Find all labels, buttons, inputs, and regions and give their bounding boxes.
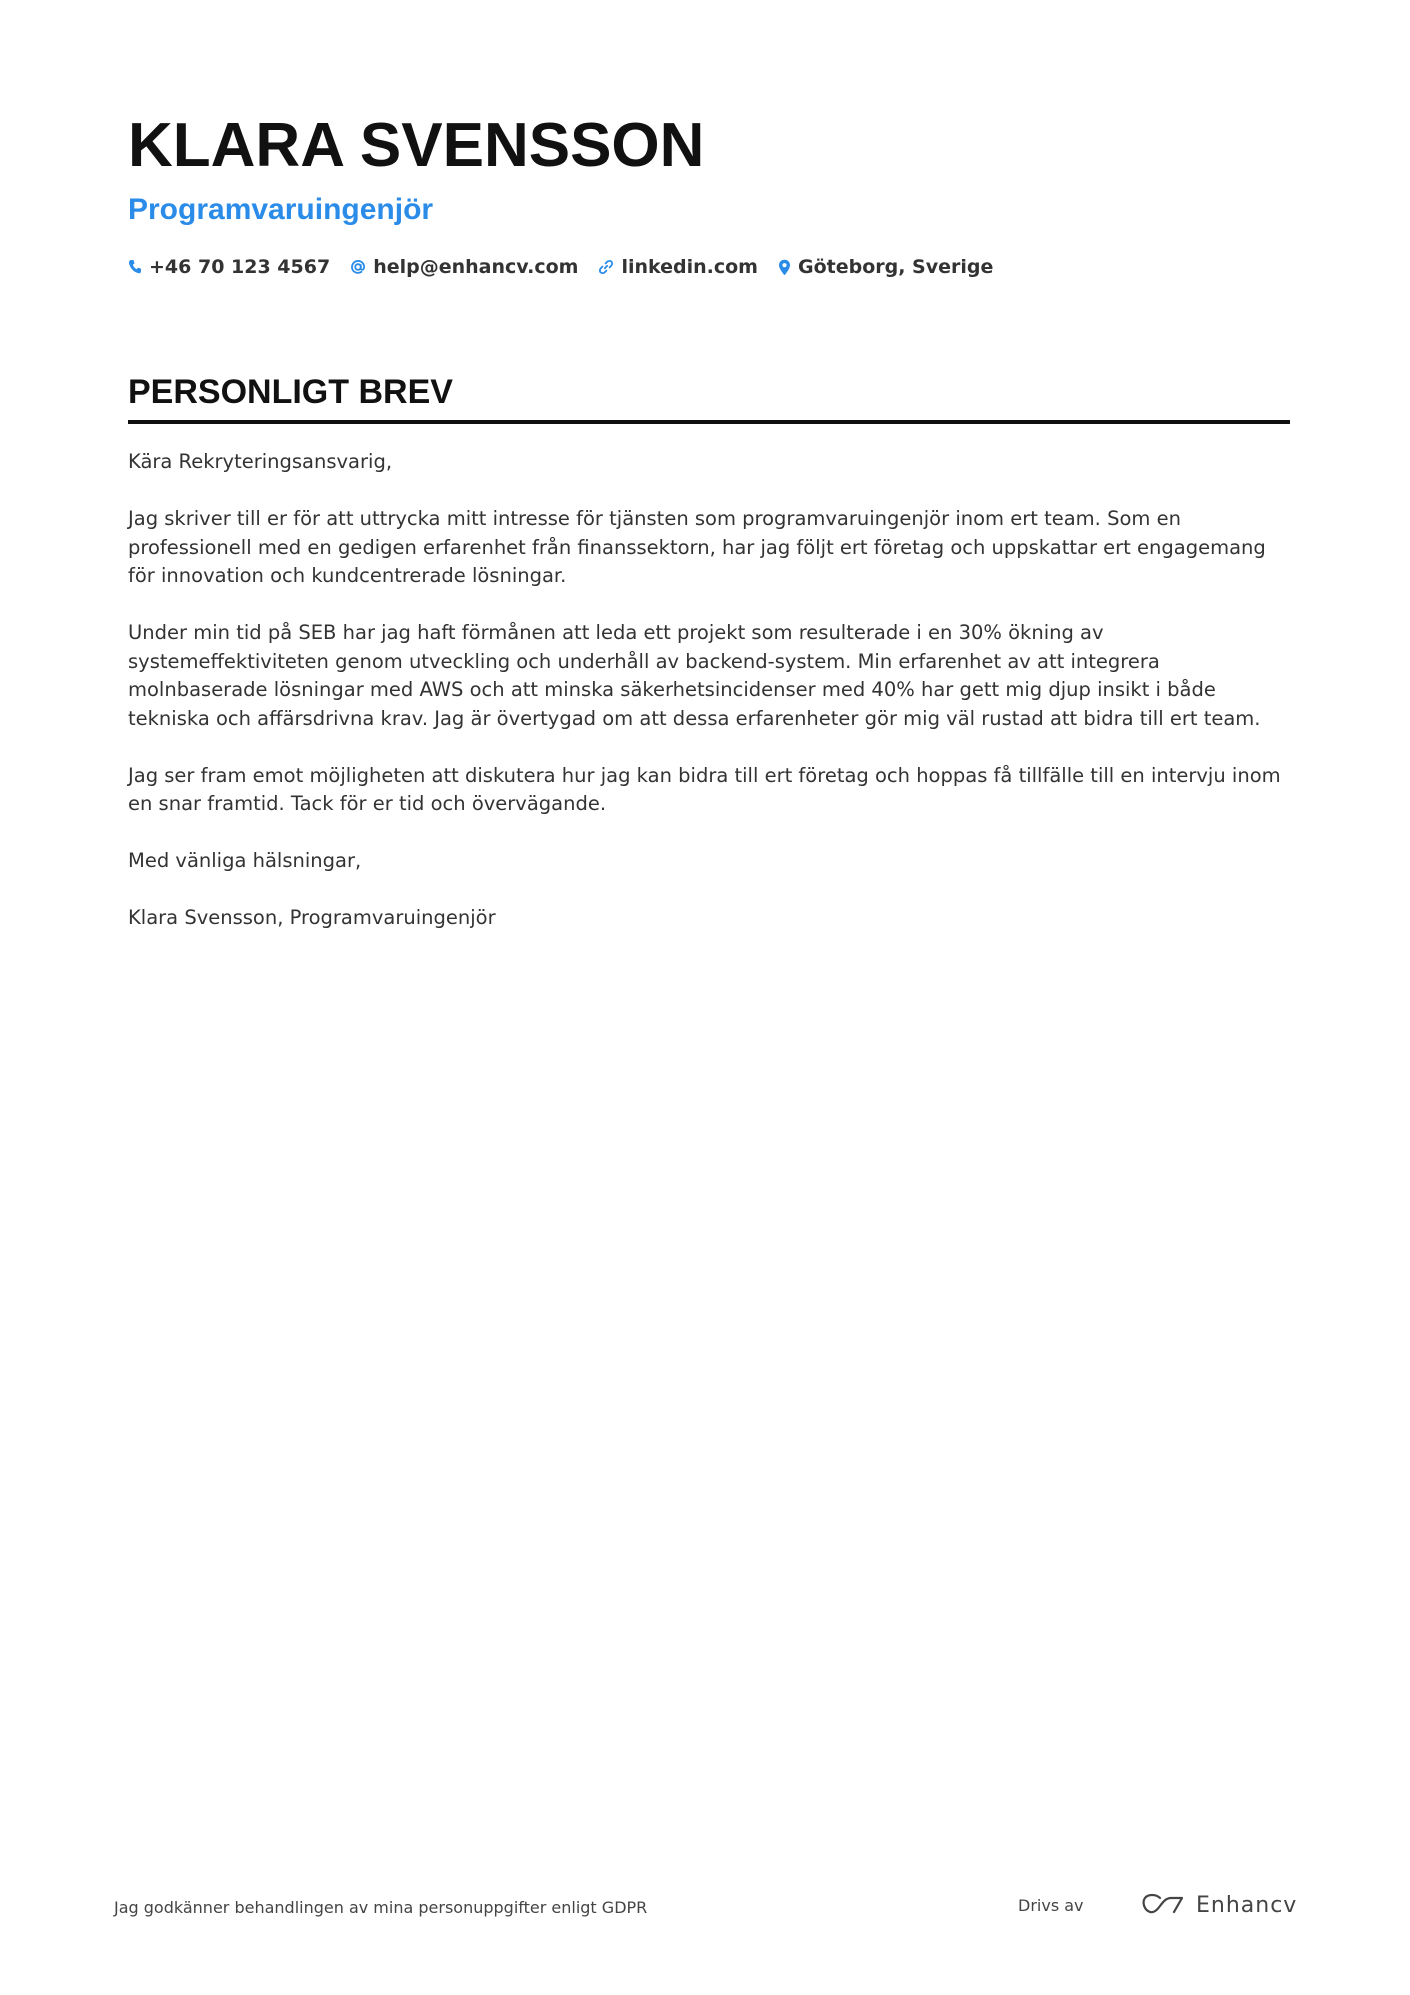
applicant-name: KLARA SVENSSON — [128, 111, 705, 180]
contact-phone — [128, 256, 330, 278]
link-icon — [598, 259, 614, 275]
location-pin-icon — [778, 259, 791, 276]
phone-icon — [128, 259, 142, 275]
section-divider — [128, 420, 1290, 424]
email-address: help@enhancv.com — [373, 256, 579, 278]
brand-name: Enhancv — [1196, 1892, 1298, 1918]
linkedin-link: linkedin.com — [621, 256, 758, 278]
contact-location — [778, 256, 993, 278]
job-title: Programvaruingenjör — [128, 193, 434, 226]
enhancv-logo-icon — [1140, 1892, 1186, 1918]
powered-by-label[interactable]: Drivs av — [1018, 1896, 1084, 1915]
letter-paragraph: Under min tid på SEB har jag haft förmånen att leda ett projekt som resulterade i en 30% ökning av systemeffektiviteten genom utveckling och underhåll av backend-system. Min erfarenhet av att integrera molnbaserade lösningar med AWS och att minska säkerhetsincidenser med 40% har gett mig djup insikt i både tekniska och affärsdrivna krav. Jag är övertygad om att dessa erfarenheter gör mig väl rustad att bidra till ert team. — [128, 621, 1261, 730]
closing: Med vänliga hälsningar, — [128, 849, 362, 872]
letter-body — [128, 448, 1290, 933]
letter-paragraph: Jag skriver till er för att uttrycka mitt intresse för tjänsten som programvaruingenjör inom ert team. Som en professionell med en gedigen erfarenhet från finanssektorn, har jag följt ert företag och uppskattar ert engagemang för innovation och kundcentrerade lösningar. — [128, 507, 1266, 587]
footer — [114, 1892, 1298, 1924]
letter-paragraph: Jag ser fram emot möjligheten att diskutera hur jag kan bidra till ert företag och hoppas få tillfälle till en intervju inom en snar framtid. Tack för er tid och övervägande. — [128, 763, 1281, 815]
contact-linkedin — [598, 256, 758, 278]
brand-logo[interactable] — [1140, 1892, 1297, 1918]
contact-row — [128, 252, 1290, 282]
signature: Klara Svensson, Programvaruingenjör — [128, 906, 496, 929]
cover-letter-page — [128, 108, 1290, 961]
phone-number: +46 70 123 4567 — [149, 256, 331, 278]
at-icon — [350, 259, 366, 275]
contact-email — [350, 256, 578, 278]
section-heading: PERSONLIGT BREV — [128, 373, 453, 411]
location: Göteborg, Sverige — [797, 256, 994, 278]
salutation: Kära Rekryteringsansvarig, — [128, 450, 393, 473]
gdpr-consent: Jag godkänner behandlingen av mina personuppgifter enligt GDPR — [114, 1898, 648, 1917]
